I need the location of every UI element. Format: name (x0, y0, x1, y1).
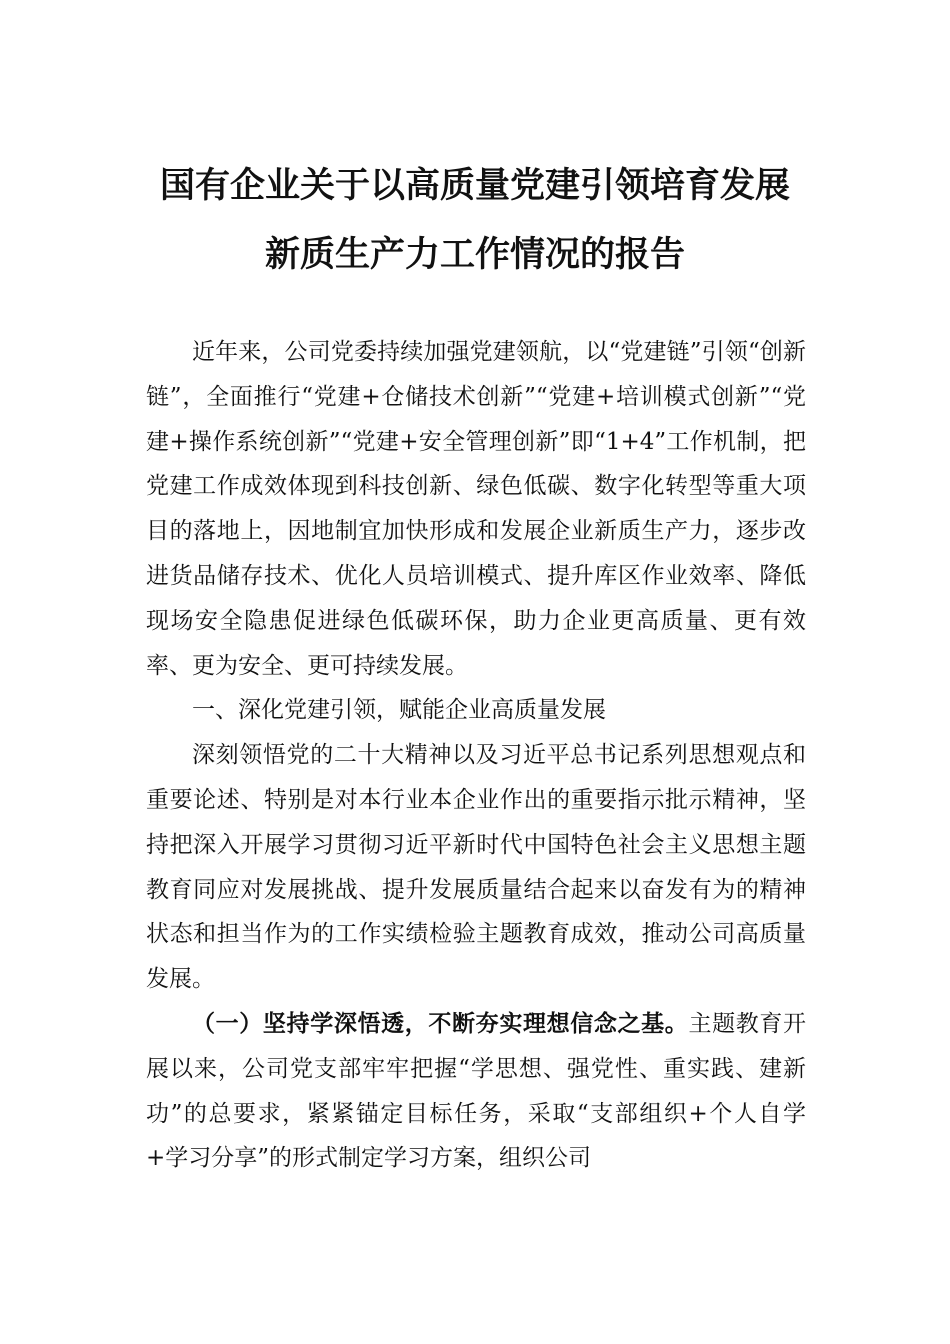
document-title-line-1: 国有企业关于以高质量党建引领培育发展 (159, 165, 790, 206)
subsection-heading-1: （一）坚持学深悟透，不断夯实理想信念之基。 (192, 1009, 689, 1037)
document-body (146, 330, 806, 1181)
section-heading-1: 一、深化党建引领，赋能企业高质量发展 (192, 697, 606, 724)
paragraph-section-1: 深刻领悟党的二十大精神以及习近平总书记系列思想观点和重要论述、特别是对本行业本企业作出的重要指示批示精神，坚持把深入开展学习贯彻习近平新时代中国特色社会主义思想主题教育同应对发展挑战、提升发展质量结合起来以奋发有为的精神状态和担当作为的工作实绩检验主题教育成效，推动公司高质量发展。 (146, 742, 806, 993)
document-title-line-2: 新质生产力工作情况的报告 (264, 234, 685, 275)
paragraph-intro: 近年来，公司党委持续加强党建领航，以“党建链”引领“创新链”，全面推行“党建+仓储技术创新”“党建+培训模式创新”“党建+操作系统创新”“党建+安全管理创新”即“1+4”工作机制，把党建工作成效体现到科技创新、绿色低碳、数字化转型等重大项目的落地上，因地制宜加快形成和发展企业新质生产力，逐步改进货品储存技术、优化人员培训模式、提升库区作业效率、降低现场安全隐患促进绿色低碳环保，助力企业更高质量、更有效率、更为安全、更可持续发展。 (146, 339, 806, 679)
subsection-1-text: 主题教育开展以来，公司党支部牢牢把握“学思想、强党性、重实践、建新功”的总要求，紧紧锚定目标任务，采取“支部组织+个人自学+学习分享”的形式制定学习方案，组织公司 (146, 1010, 807, 1172)
paragraph-subsection-1 (146, 1002, 806, 1181)
